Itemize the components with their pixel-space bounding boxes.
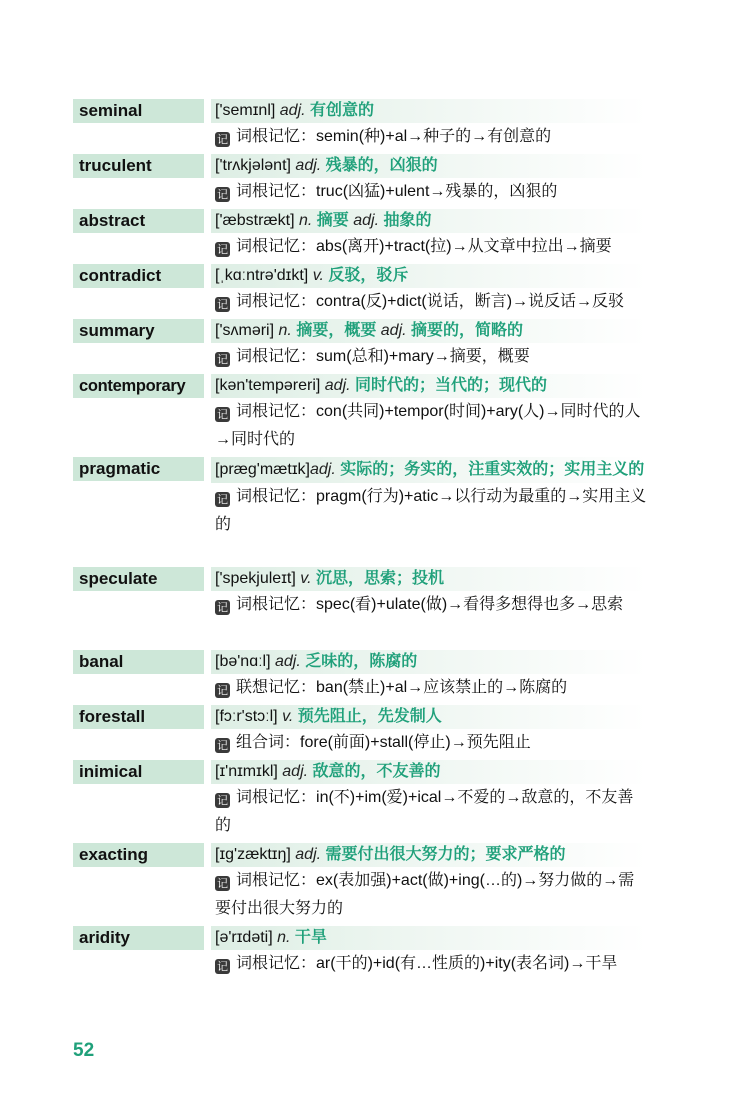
- memory-type: 词根记忆：: [236, 403, 317, 420]
- part-of-speech: adj.: [380, 322, 407, 339]
- memory-type: 词根记忆：: [236, 348, 317, 365]
- memory-text: in(不)+im(爱)+ical→不爱的→敌意的，不友善的: [215, 789, 634, 834]
- headword: seminal: [73, 99, 204, 123]
- part-of-speech: adj.: [295, 157, 322, 174]
- phonetic: [ˌkɑːntrə'dɪkt]: [215, 267, 309, 284]
- part-of-speech: n.: [298, 212, 313, 229]
- memory-text: ban(禁止)+al→应该禁止的→陈腐的: [316, 679, 568, 696]
- headword: speculate: [73, 567, 204, 591]
- meaning: 反驳，驳斥: [328, 267, 409, 284]
- headword: inimical: [73, 760, 204, 784]
- phonetic: [ə'rɪdəti]: [215, 929, 273, 946]
- memory-text: fore(前面)+stall(停止)→预先阻止: [300, 734, 531, 751]
- meaning: 摘要，概要: [296, 322, 377, 339]
- part-of-speech: adj.: [310, 461, 336, 478]
- headword: forestall: [73, 705, 204, 729]
- entry-detail: [211, 926, 647, 978]
- entry-contradict: [73, 264, 647, 319]
- memory-type: 组合词：: [236, 734, 301, 751]
- entry-detail: [211, 705, 647, 757]
- memory-type: 词根记忆：: [236, 789, 317, 806]
- entry-seminal: [73, 99, 647, 154]
- definition-line: [211, 209, 647, 233]
- phonetic: [ɪg'zæktɪŋ]: [215, 846, 291, 863]
- meaning: 有创意的: [310, 102, 375, 119]
- meaning: 乏味的，陈腐的: [305, 653, 418, 670]
- definition-line: [211, 760, 647, 784]
- memory-tip: [211, 233, 647, 261]
- memory-text: contra(反)+dict(说话，断言)→说反话→反驳: [316, 293, 625, 310]
- entry-detail: [211, 650, 647, 702]
- definition-line: [211, 705, 647, 729]
- memory-note-icon: 记: [217, 243, 228, 256]
- memory-note-icon: 记: [217, 298, 228, 311]
- entry-detail: [211, 264, 647, 316]
- meaning: 沉思，思索；投机: [315, 570, 444, 587]
- memory-tip: [211, 867, 647, 923]
- entry-detail: [211, 567, 647, 619]
- memory-text: abs(离开)+tract(拉)→从文章中拉出→摘要: [316, 238, 612, 255]
- phonetic: [bə'nɑːl]: [215, 653, 271, 670]
- memory-tip: [211, 178, 647, 206]
- meaning: 摘要的，简略的: [411, 322, 524, 339]
- memory-type: 词根记忆：: [236, 128, 317, 145]
- memory-type: 词根记忆：: [236, 596, 317, 613]
- phonetic: ['spekjuleɪt]: [215, 570, 296, 587]
- entry-summary: [73, 319, 647, 374]
- memory-note-icon: 记: [217, 493, 228, 506]
- meaning: 残暴的，凶狠的: [325, 157, 438, 174]
- entry-contemporary: [73, 374, 647, 457]
- memory-text: ex(表加强)+act(做)+ing(…的)→努力做的→需要付出很大努力的: [215, 872, 635, 917]
- entry-detail: [211, 457, 647, 539]
- part-of-speech: adj.: [282, 763, 309, 780]
- entry-forestall: [73, 705, 647, 760]
- memory-tip: [211, 483, 647, 539]
- definition-line: [211, 926, 647, 950]
- phonetic: ['sʌməri]: [215, 322, 275, 339]
- headword: truculent: [73, 154, 204, 178]
- memory-type: 词根记忆：: [236, 183, 317, 200]
- part-of-speech: n.: [278, 322, 292, 339]
- memory-text: spec(看)+ulate(做)→看得多想得也多→思索: [316, 596, 624, 613]
- meaning: 预先阻止，先发制人: [297, 708, 442, 725]
- memory-tip: [211, 343, 647, 371]
- entry-speculate: [73, 567, 647, 650]
- memory-type: 词根记忆：: [236, 293, 317, 310]
- memory-tip: [211, 288, 647, 316]
- definition-line: [211, 374, 647, 398]
- meaning: 需要付出很大努力的；要求严格的: [325, 846, 566, 863]
- entry-detail: [211, 843, 647, 923]
- memory-text: con(共同)+tempor(时间)+ary(人)→同时代的人→同时代的: [215, 403, 641, 448]
- memory-note-icon: 记: [217, 960, 228, 973]
- memory-note-icon: 记: [217, 408, 228, 421]
- memory-note-icon: 记: [217, 684, 228, 697]
- page-number: 52: [73, 1040, 95, 1061]
- meaning: 干旱: [294, 929, 327, 946]
- part-of-speech: n.: [277, 929, 291, 946]
- memory-tip: [211, 674, 647, 702]
- meaning: 敌意的，不友善的: [312, 763, 441, 780]
- entry-exacting: [73, 843, 647, 926]
- part-of-speech: adj.: [279, 102, 306, 119]
- part-of-speech: v.: [300, 570, 312, 587]
- part-of-speech: v.: [282, 708, 294, 725]
- memory-text: ar(干的)+id(有…性质的)+ity(表名词)→干旱: [316, 955, 618, 972]
- entry-detail: [211, 209, 647, 261]
- part-of-speech: adj.: [275, 653, 301, 670]
- memory-note-icon: 记: [217, 794, 228, 807]
- definition-line: [211, 319, 647, 343]
- memory-type: 联想记忆：: [236, 679, 317, 696]
- phonetic: [fɔːr'stɔːl]: [215, 708, 278, 725]
- headword: aridity: [73, 926, 204, 950]
- headword: contradict: [73, 264, 204, 288]
- memory-text: semin(种)+al→种子的→有创意的: [316, 128, 552, 145]
- entry-detail: [211, 760, 647, 840]
- definition-line: [211, 843, 647, 867]
- phonetic: ['semɪnl]: [215, 102, 276, 119]
- part-of-speech: adj.: [295, 846, 322, 863]
- phonetic: ['æbstrækt]: [215, 212, 295, 229]
- phonetic: ['trʌkjələnt]: [215, 157, 291, 174]
- entry-pragmatic: [73, 457, 647, 567]
- phonetic: [ɪ'nɪmɪkl]: [215, 763, 278, 780]
- entry-detail: [211, 99, 647, 151]
- memory-note-icon: 记: [217, 353, 228, 366]
- definition-line: [211, 154, 647, 178]
- entry-aridity: [73, 926, 647, 1009]
- memory-text: truc(凶猛)+ulent→残暴的，凶狠的: [316, 183, 558, 200]
- headword: summary: [73, 319, 204, 343]
- memory-type: 词根记忆：: [236, 872, 317, 889]
- headword: abstract: [73, 209, 204, 233]
- memory-note-icon: 记: [217, 877, 228, 890]
- meaning: 实际的；务实的，注重实效的；实用主义的: [340, 461, 645, 478]
- entry-banal: [73, 650, 647, 705]
- meaning: 抽象的: [383, 212, 432, 229]
- memory-text: sum(总和)+mary→摘要，概要: [316, 348, 530, 365]
- entry-detail: [211, 374, 647, 454]
- part-of-speech: v.: [312, 267, 324, 284]
- memory-note-icon: 记: [217, 739, 228, 752]
- headword: contemporary: [73, 374, 204, 398]
- memory-tip: [211, 123, 647, 151]
- definition-line: [211, 264, 647, 288]
- entry-abstract: [73, 209, 647, 264]
- memory-tip: [211, 950, 647, 978]
- definition-line: [211, 457, 647, 483]
- headword: exacting: [73, 843, 204, 867]
- memory-note-icon: 记: [217, 133, 228, 146]
- memory-type: 词根记忆：: [236, 238, 317, 255]
- headword: pragmatic: [73, 457, 204, 481]
- entry-inimical: [73, 760, 647, 843]
- part-of-speech: adj.: [324, 377, 351, 394]
- entry-truculent: [73, 154, 647, 209]
- definition-line: [211, 99, 647, 123]
- memory-note-icon: 记: [217, 188, 228, 201]
- memory-type: 词根记忆：: [236, 955, 317, 972]
- meaning: 同时代的；当代的；现代的: [355, 377, 548, 394]
- phonetic: [kən'tempəreri]: [215, 377, 321, 394]
- phonetic: [præg'mætɪk]: [215, 461, 310, 478]
- part-of-speech: adj.: [353, 212, 380, 229]
- entry-detail: [211, 154, 647, 206]
- memory-note-icon: 记: [217, 601, 228, 614]
- memory-tip: [211, 729, 647, 757]
- memory-tip: [211, 398, 647, 454]
- memory-tip: [211, 591, 647, 619]
- memory-type: 词根记忆：: [236, 488, 317, 505]
- vocab-list: [73, 99, 647, 1009]
- headword: banal: [73, 650, 204, 674]
- definition-line: [211, 567, 647, 591]
- definition-line: [211, 650, 647, 674]
- meaning: 摘要: [316, 212, 349, 229]
- entry-detail: [211, 319, 647, 371]
- memory-text: pragm(行为)+atic→以行动为最重的→实用主义的: [215, 488, 647, 533]
- memory-tip: [211, 784, 647, 840]
